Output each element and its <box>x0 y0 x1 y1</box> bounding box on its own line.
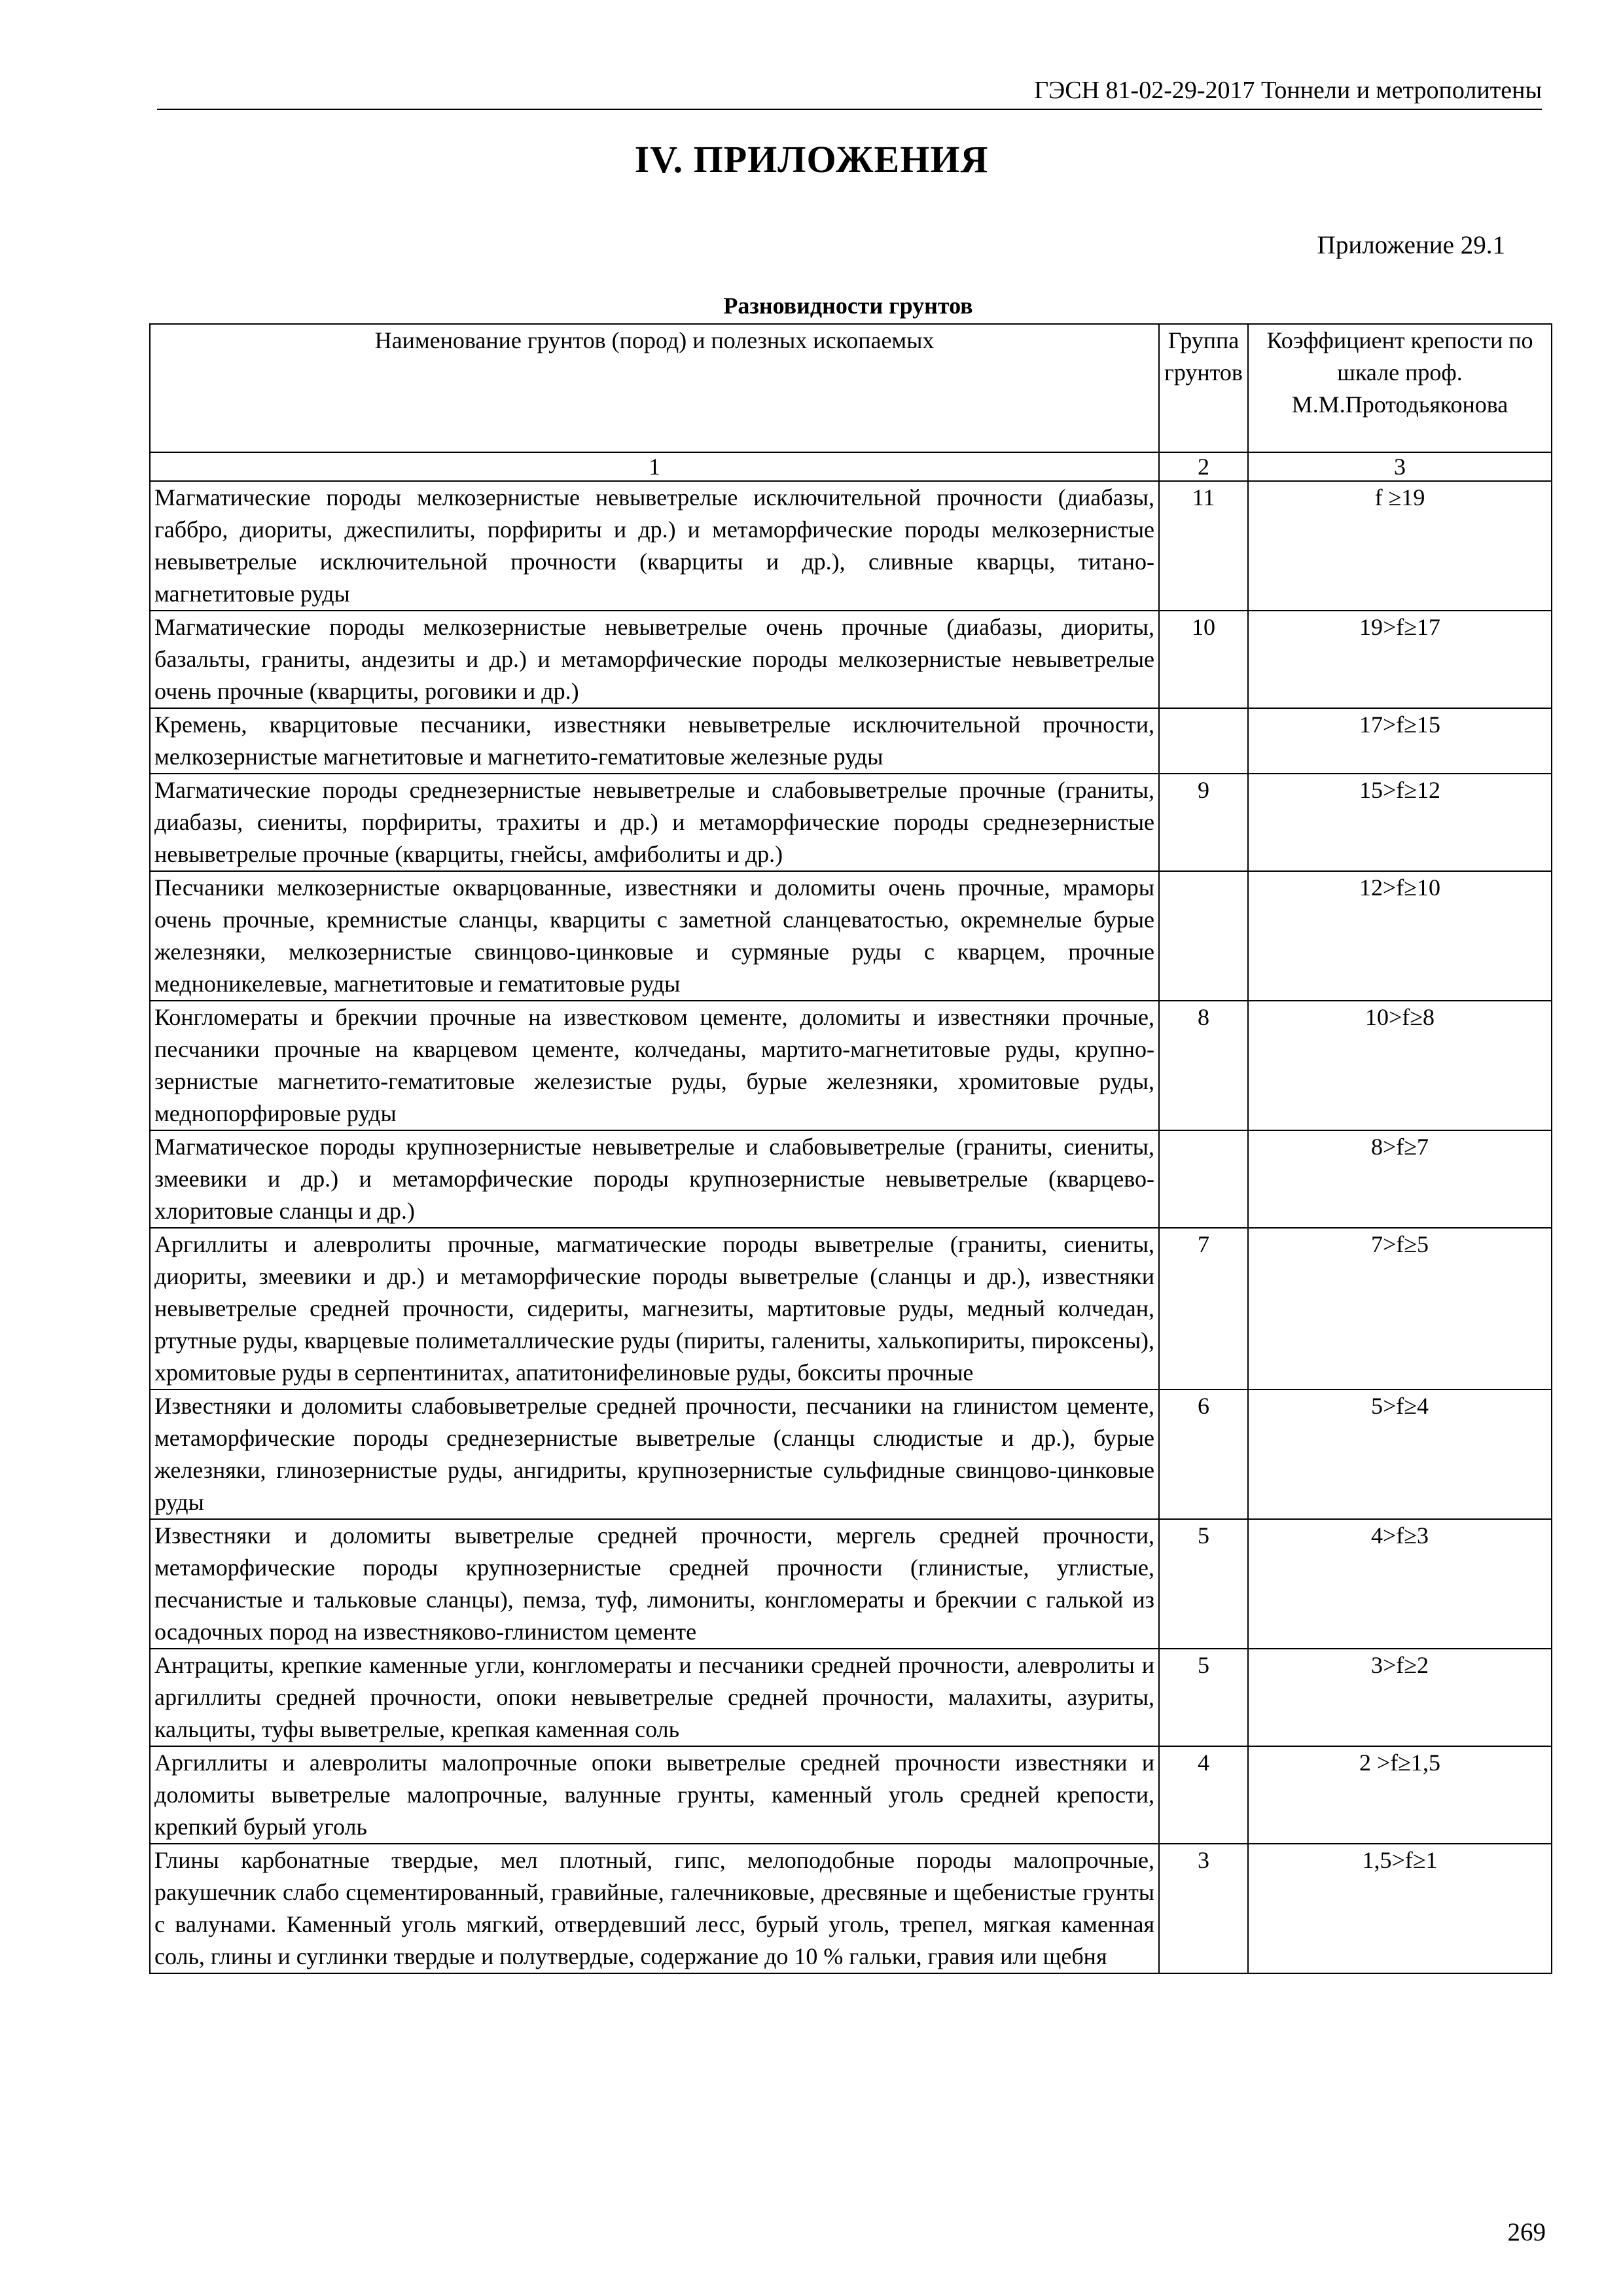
group-cell <box>1159 1130 1248 1228</box>
column-number-row <box>150 452 1552 481</box>
coefficient-cell: 15>f≥12 <box>1248 774 1552 871</box>
soil-name-cell: Аргиллиты и алевролиты прочные, магматические породы выветрелые (граниты, сиениты, диориты, змеевики и др.) и метаморфические породы выветрелые (сланцы и др.), известняки невыветрелые средней прочности, сидериты, магнезиты, мартитовые руды, медный колчедан, ртутные руды, кварцевые полиметаллические руды (пириты, галениты, халькопириты, пироксены), хромитовые руды в серпентинитах, апатитонифелиновые руды, бокситы прочные <box>150 1228 1159 1390</box>
header-group: Группа грунтов <box>1159 324 1248 452</box>
group-cell: 5 <box>1159 1649 1248 1746</box>
table-row <box>150 1519 1552 1649</box>
column-number: 3 <box>1248 452 1552 481</box>
coefficient-cell: 4>f≥3 <box>1248 1519 1552 1649</box>
soil-name-cell: Аргиллиты и алевролиты малопрочные опоки выветрелые средней прочности известняки и доломиты выветрелые малопрочные, валунные грунты, каменный уголь средней крепости, крепкий бурый уголь <box>150 1746 1159 1844</box>
page-number: 269 <box>1507 2218 1546 2246</box>
group-cell: 5 <box>1159 1519 1248 1649</box>
page-header <box>157 71 1542 110</box>
table-caption: Разновидности грунтов <box>723 293 973 319</box>
table-row <box>150 1228 1552 1390</box>
header-name: Наименование грунтов (пород) и полезных ископаемых <box>150 324 1159 452</box>
soil-name-cell: Магматическое породы крупнозернистые невыветрелые и слабовыветрелые (граниты, сиениты, змеевики и др.) и метаморфические породы крупнозернистые невыветрелые (кварцево-хлоритовые сланцы и др.) <box>150 1130 1159 1228</box>
table-row <box>150 871 1552 1001</box>
group-cell: 3 <box>1159 1844 1248 1973</box>
header-coefficient: Коэффициент крепости по шкале проф. М.М.Протодьяконова <box>1248 324 1552 452</box>
soil-name-cell: Магматические породы мелкозернистые невыветрелые очень прочные (диабазы, диориты, базальты, граниты, андезиты и др.) и метаморфические породы мелкозернистые невыветрелые очень прочные (кварциты, роговики и др.) <box>150 611 1159 708</box>
soil-name-cell: Магматические породы мелкозернистые невыветрелые исключительной прочности (диабазы, габбро, диориты, джеспилиты, порфириты и др.) и метаморфические породы мелкозернистые невыветрелые исключительной прочности (кварциты и др.), сливные кварцы, титано-магнетитовые руды <box>150 481 1159 611</box>
coefficient-cell: 8>f≥7 <box>1248 1130 1552 1228</box>
table-row <box>150 708 1552 774</box>
group-cell: 11 <box>1159 481 1248 611</box>
coefficient-cell: 1,5>f≥1 <box>1248 1844 1552 1973</box>
column-number: 1 <box>150 452 1159 481</box>
table-row <box>150 611 1552 708</box>
coefficient-cell: 19>f≥17 <box>1248 611 1552 708</box>
coefficient-cell: 3>f≥2 <box>1248 1649 1552 1746</box>
soil-name-cell: Известняки и доломиты слабовыветрелые средней прочности, песчаники на глинистом цементе, метаморфические породы среднезернистые выветрелые (сланцы слюдистые и др.), бурые железняки, глинозернистые руды, ангидриты, крупнозернистые сульфидные свинцово-цинковые руды <box>150 1390 1159 1519</box>
soil-name-cell: Песчаники мелкозернистые окварцованные, известняки и доломиты очень прочные, мраморы очень прочные, кремнистые сланцы, кварциты с заметной сланцеватостью, окремнелые бурые железняки, мелкозернистые свинцово-цинковые и сурмяные руды с кварцем, прочные медноникелевые, магнетитовые и гематитовые руды <box>150 871 1159 1001</box>
group-cell: 6 <box>1159 1390 1248 1519</box>
table-row <box>150 1746 1552 1844</box>
soil-types-table <box>149 323 1552 1974</box>
group-cell: 8 <box>1159 1001 1248 1130</box>
group-cell <box>1159 871 1248 1001</box>
soil-name-cell: Магматические породы среднезернистые невыветрелые и слабовыветрелые прочные (граниты, диабазы, сиениты, порфириты, трахиты и др.) и метаморфические породы среднезернистые невыветрелые прочные (кварциты, гнейсы, амфиболиты и др.) <box>150 774 1159 871</box>
coefficient-cell: 5>f≥4 <box>1248 1390 1552 1519</box>
soil-name-cell: Антрациты, крепкие каменные угли, конгломераты и песчаники средней прочности, алевролиты и аргиллиты средней прочности, опоки невыветрелые средней прочности, малахиты, азуриты, кальциты, туфы выветрелые, крепкая каменная соль <box>150 1649 1159 1746</box>
coefficient-cell: 12>f≥10 <box>1248 871 1552 1001</box>
table-row <box>150 1390 1552 1519</box>
coefficient-cell: 17>f≥15 <box>1248 708 1552 774</box>
table-row <box>150 1649 1552 1746</box>
table-row <box>150 1130 1552 1228</box>
soil-name-cell: Глины карбонатные твердые, мел плотный, гипс, мелоподобные породы малопрочные, ракушечник слабо сцементированный, гравийные, галечниковые, дресвяные и щебенистые грунты с валунами. Каменный уголь мягкий, отвердевший лесс, бурый уголь, трепел, мягкая каменная соль, глины и суглинки твердые и полутвердые, содержание до 10 % гальки, гравия или щебня <box>150 1844 1159 1973</box>
group-cell: 7 <box>1159 1228 1248 1390</box>
table-header-row <box>150 324 1552 452</box>
group-cell: 10 <box>1159 611 1248 708</box>
section-title: IV. ПРИЛОЖЕНИЯ <box>634 138 989 181</box>
table-row <box>150 774 1552 871</box>
group-cell: 9 <box>1159 774 1248 871</box>
appendix-label: Приложение 29.1 <box>1317 231 1505 259</box>
coefficient-cell: f ≥19 <box>1248 481 1552 611</box>
column-number: 2 <box>1159 452 1248 481</box>
table-row <box>150 1844 1552 1973</box>
group-cell <box>1159 708 1248 774</box>
soil-name-cell: Известняки и доломиты выветрелые средней прочности, мергель средней прочности, метаморфические породы крупнозернистые средней прочности (глинистые, углистые, песчанистые и тальковые сланцы), пемза, туф, лимониты, конгломераты и брекчии с галькой из осадочных пород на известняково-глинистом цементе <box>150 1519 1159 1649</box>
soil-name-cell: Конгломераты и брекчии прочные на известковом цементе, доломиты и известняки прочные, песчаники прочные на кварцевом цементе, колчеданы, мартито-магнетитовые руды, крупно-зернистые магнетито-гематитовые железистые руды, бурые железняки, хромитовые руды, меднопорфировые руды <box>150 1001 1159 1130</box>
table-row <box>150 1001 1552 1130</box>
table-row <box>150 481 1552 611</box>
soil-name-cell: Кремень, кварцитовые песчаники, известняки невыветрелые исключительной прочности, мелкозернистые магнетитовые и магнетито-гематитовые железные руды <box>150 708 1159 774</box>
document-title: ГЭСН 81-02-29-2017 Тоннели и метрополитены <box>1034 77 1542 104</box>
coefficient-cell: 7>f≥5 <box>1248 1228 1552 1390</box>
coefficient-cell: 2 >f≥1,5 <box>1248 1746 1552 1844</box>
coefficient-cell: 10>f≥8 <box>1248 1001 1552 1130</box>
group-cell: 4 <box>1159 1746 1248 1844</box>
